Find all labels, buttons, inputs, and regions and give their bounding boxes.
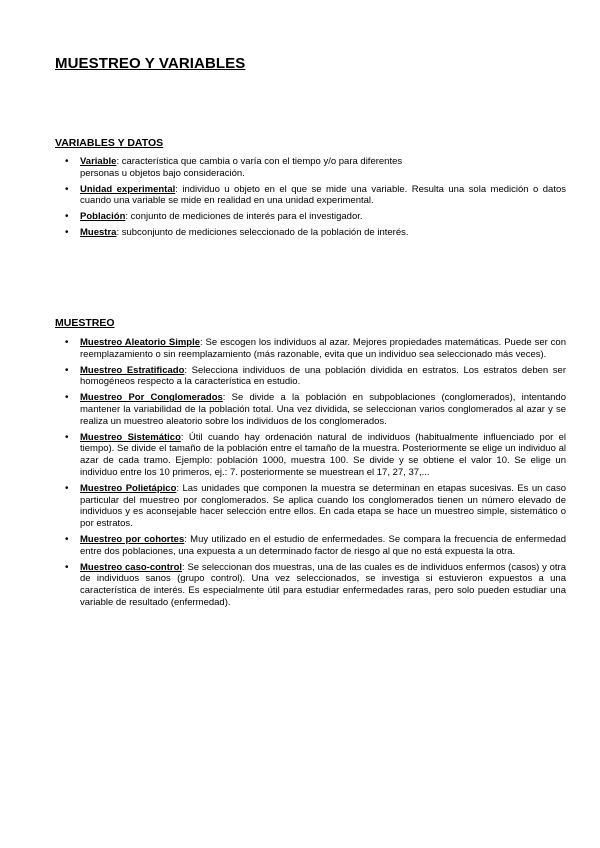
list-item xyxy=(65,156,420,180)
term-definition: : Se divide a la población en subpoblaciones (conglomerados), intentando mantener la variabilidad de la población total. Una vez dividida, se seleccionan varios conglomerados al azar y se realiza un muestreo aleatorio sobre los individuos de los conglomerados. xyxy=(80,392,566,427)
term-label: Variable xyxy=(80,156,117,167)
muestreo-list xyxy=(65,337,566,613)
term-label: Muestreo Aleatorio Simple xyxy=(80,337,201,348)
term-definition: : característica que cambia o varía con el tiempo y/o para diferentes personas u objetos bajo consideración. xyxy=(80,156,403,179)
term-definition: : Selecciona individuos de una población dividida en estratos. Los estratos deben ser homogéneos respecto a la característica en estudio. xyxy=(80,364,566,388)
term-label: Muestra xyxy=(80,226,117,238)
bullet-icon: • xyxy=(65,156,69,167)
term-label: Unidad experimental xyxy=(80,183,176,195)
variables-list xyxy=(65,156,566,243)
term-definition: : individuo u objeto en el que se mide una variable. Resulta una sola medición o datos cuando una variable se mide en realidad en una unidad experimental. xyxy=(80,183,566,207)
bullet-icon: • xyxy=(65,337,69,348)
term-definition: : Útil cuando hay ordenación natural de individuos (habitualmente influenciado por el tiempo). Se divide el tamaño de la población entre el tamaño de la muestra. Posteriormente se elige un individuo al azar de cada tramo. Ejemplo: población 1000, muestra 100. Se divide y se obtiene el valor 10. Se elige un individuo entre los 10 primeros, ej.: 7. posteriormente se muestrean el 17, 27, 37,... xyxy=(80,431,566,478)
bullet-icon: • xyxy=(65,211,69,223)
bullet-icon: • xyxy=(65,226,69,238)
bullet-icon: • xyxy=(65,561,69,573)
bullet-icon: • xyxy=(65,482,69,494)
section-heading-variables: VARIABLES Y DATOS xyxy=(55,137,164,149)
term-definition: : subconjunto de mediciones seleccionado de la población de interés. xyxy=(116,226,409,238)
term-label: Población xyxy=(80,211,126,223)
term-label: Muestreo caso-control xyxy=(80,561,183,573)
bullet-icon: • xyxy=(65,392,69,404)
list-item xyxy=(65,183,566,208)
term-label: Muestreo Por Conglomerados xyxy=(80,392,223,404)
term-definition: : Muy utilizado en el estudio de enfermedades. Se compara la frecuencia de enfermedad entre dos poblaciones, una expuesta a un determinado factor de riesgo al que no está expuesta la otra. xyxy=(80,533,566,557)
list-item xyxy=(65,431,566,479)
list-item xyxy=(65,561,566,609)
section-heading-muestreo: MUESTREO xyxy=(55,317,115,329)
term-definition: : Se seleccionan dos muestras, una de las cuales es de individuos enfermos (casos) y otra de individuos sanos (grupo control). Una vez seleccionados, se investiga si estuvieron expuestos a una característica de interés. Es especialmente útil para estudiar enfermedades raras, pero solo pueden estudiar una variable de resultado (enfermedad). xyxy=(80,561,566,608)
list-item xyxy=(65,364,566,389)
term-label: Muestreo Sistemático xyxy=(80,431,181,443)
bullet-icon: • xyxy=(65,431,69,443)
term-label: Muestreo por cohortes xyxy=(80,533,185,545)
term-definition: : conjunto de mediciones de interés para el investigador. xyxy=(125,211,363,223)
list-item xyxy=(65,392,566,427)
list-item xyxy=(65,211,566,223)
term-label: Muestreo Estratificado xyxy=(80,364,185,376)
bullet-icon: • xyxy=(65,183,69,195)
list-item xyxy=(65,226,566,239)
bullet-icon: • xyxy=(65,364,69,376)
bullet-icon: • xyxy=(65,533,69,545)
page-title: MUESTREO Y VARIABLES xyxy=(55,55,246,72)
term-definition: : Se escogen los individuos al azar. Mejores propiedades matemáticas. Puede ser con reemplazamiento o sin reemplazamiento (más razonable, evita que un individuo sea seleccionado más veces). xyxy=(80,337,566,360)
list-item xyxy=(65,533,566,558)
list-item xyxy=(65,482,566,530)
term-label: Muestreo Polietápico xyxy=(80,482,177,494)
list-item xyxy=(65,337,566,361)
term-definition: : Las unidades que componen la muestra se determinan en etapas sucesivas. Es un caso particular del muestreo por conglomerados. Se aplica cuando los conglomerados tienen un número elevado de individuos y es aconsejable hacer selección entre ellos. En cada etapa se hace un muestreo simple, sistemático o por estratos. xyxy=(80,482,566,530)
